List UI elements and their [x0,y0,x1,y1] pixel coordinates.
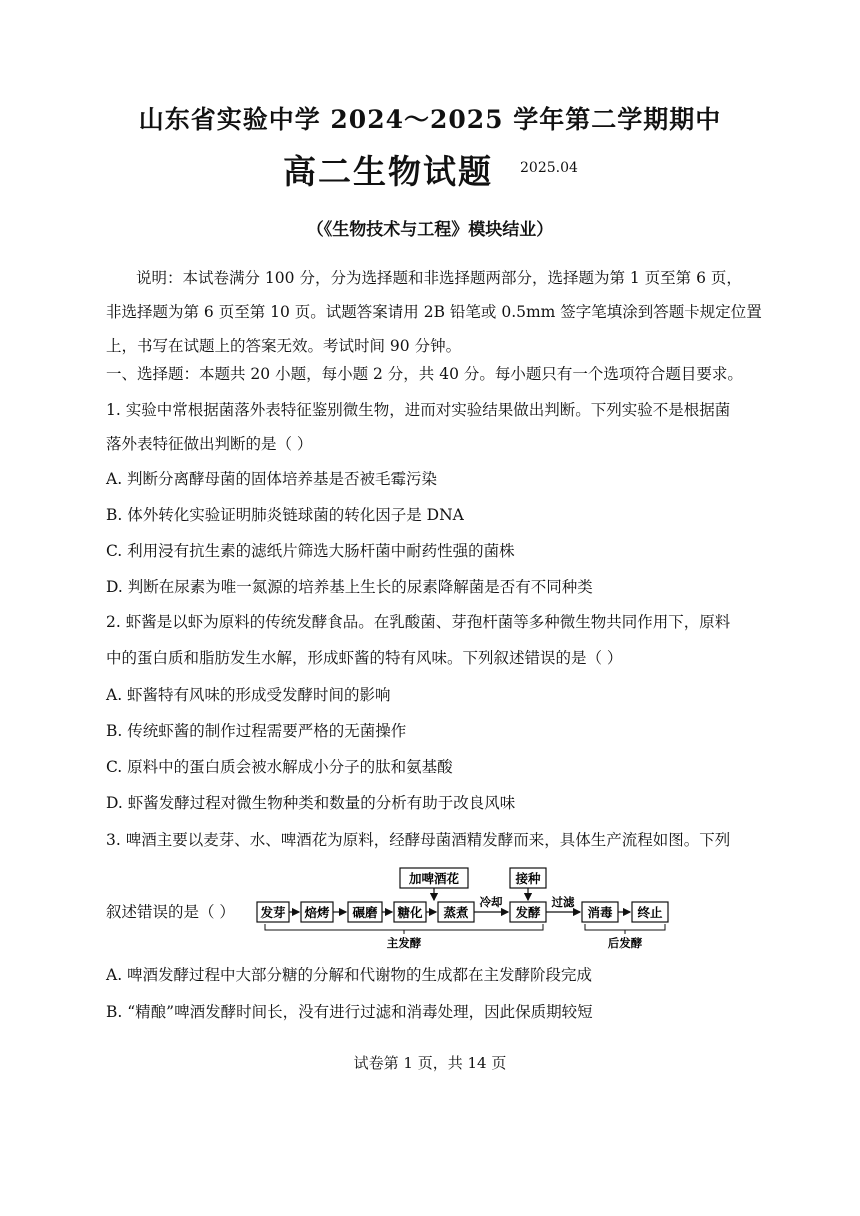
svg-text:消毒: 消毒 [587,905,613,920]
flow-step-2 [301,902,333,922]
q3-stem-line-2: 叙述错误的是（ ） [106,903,235,921]
svg-text:碾磨: 碾磨 [352,905,378,920]
flow-step-7 [582,902,618,922]
q2-option-c: C. 原料中的蛋白质会被水解成小分子的肽和氨基酸 [106,758,453,776]
svg-text:焙烤: 焙烤 [304,905,330,920]
q1-stem-line-1: 1. 实验中常根据菌落外表特征鉴别微生物，进而对实验结果做出判断。下列实验不是根据菌 [106,401,731,419]
cool-label: 冷却 [479,895,503,909]
svg-text:发芽: 发芽 [260,905,286,920]
school-title: 山东省实验中学 2024～2025 学年第二学期期中 [138,105,722,134]
q1-option-c: C. 利用浸有抗生素的滤纸片筛选大肠杆菌中耐药性强的菌株 [106,542,515,560]
module-subtitle: （《生物技术与工程》模块结业） [306,220,554,240]
svg-text:终止: 终止 [637,905,663,920]
q2-option-d: D. 虾酱发酵过程对微生物种类和数量的分析有助于改良风味 [106,794,516,812]
q2-stem-line-2: 中的蛋白质和脂肪发生水解，形成虾酱的特有风味。下列叙述错误的是（ ） [106,649,623,667]
q3-option-a: A. 啤酒发酵过程中大部分糖的分解和代谢物的生成都在主发酵阶段完成 [106,966,593,984]
q2-stem-line-1: 2. 虾酱是以虾为原料的传统发酵食品。在乳酸菌、芽孢杆菌等多种微生物共同作用下，原料 [106,613,731,631]
q1-stem-line-2: 落外表特征做出判断的是（ ） [106,435,313,453]
svg-text:糖化: 糖化 [397,905,423,920]
flow-step-3 [348,902,382,922]
q2-option-b: B. 传统虾酱的制作过程需要严格的无菌操作 [106,722,407,740]
svg-text:蒸煮: 蒸煮 [443,905,469,920]
instructions-line-2: 非选择题为第 6 页至第 10 页。试题答案请用 2B 铅笔或 0.5mm 签字笔填涂到答题卡规定位置 [106,303,762,321]
instructions-line-1: 说明：本试卷满分 100 分，分为选择题和非选择题两部分，选择题为第 1 页至第 6 页， [136,269,742,287]
flow-step-6 [510,902,546,922]
inoculate-label: 接种 [515,871,541,886]
flow-step-1 [257,902,289,922]
section-heading: 一、选择题：本题共 20 小题，每小题 2 分，共 40 分。每小题只有一个选项符合题目要求。 [106,365,743,383]
main-fermentation-brace [265,924,543,930]
q1-option-d: D. 判断在尿素为唯一氮源的培养基上生长的尿素降解菌是否有不同种类 [106,578,593,596]
beer-process-flowchart [255,862,675,952]
q1-option-a: A. 判断分离酵母菌的固体培养基是否被毛霉污染 [106,470,438,488]
flow-step-5 [438,902,474,922]
post-fermentation-brace [585,924,665,930]
instructions-line-3: 上，书写在试题上的答案无效。考试时间 90 分钟。 [106,337,462,355]
flow-step-8 [632,902,668,922]
filter-label: 过滤 [551,895,575,909]
q1-option-b: B. 体外转化实验证明肺炎链球菌的转化因子是 DNA [106,506,464,524]
svg-text:发酵: 发酵 [515,905,541,920]
q3-stem-line-1: 3. 啤酒主要以麦芽、水、啤酒花为原料，经酵母菌酒精发酵而来，具体生产流程如图。下列 [106,831,731,849]
exam-title: 高二生物试题 [283,152,493,191]
flow-step-4 [394,902,426,922]
add-hops-label: 加啤酒花 [408,871,460,886]
q3-option-b: B. “精酿”啤酒发酵时间长，没有进行过滤和消毒处理，因此保质期较短 [106,1003,593,1021]
q2-option-a: A. 虾酱特有风味的形成受发酵时间的影响 [106,686,391,704]
exam-date: 2025.04 [520,160,578,176]
page-footer: 试卷第 1 页，共 14 页 [353,1054,507,1072]
main-fermentation-label: 主发酵 [386,936,422,950]
post-fermentation-label: 后发酵 [607,936,643,950]
